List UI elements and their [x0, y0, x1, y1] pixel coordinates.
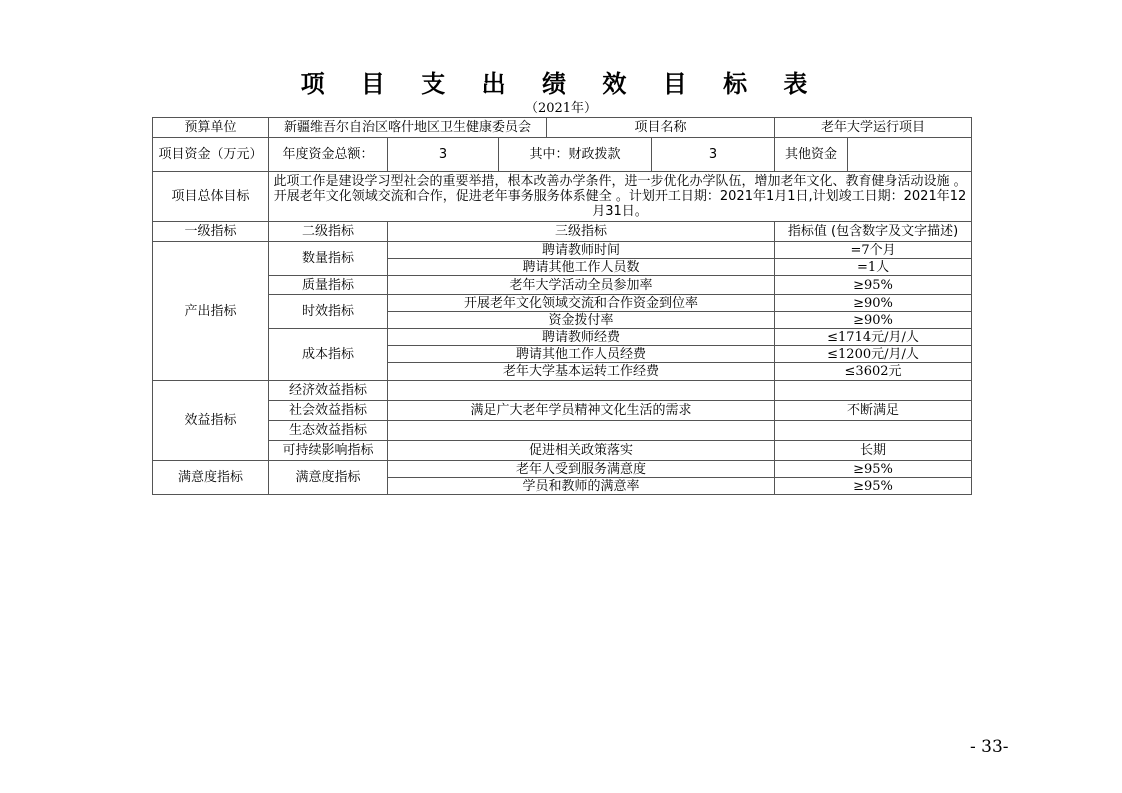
indicator-value: [775, 381, 972, 401]
satisfaction-sub-label: 满意度指标: [269, 461, 388, 495]
social-benefit-label: 社会效益指标: [269, 401, 388, 421]
budget-unit-label: 预算单位: [153, 118, 269, 138]
col-level2-header: 二级指标: [269, 222, 388, 242]
table-row: [153, 381, 972, 401]
overall-goal-label: 项目总体目标: [153, 172, 269, 222]
document-year: （2021年）: [524, 101, 598, 116]
col-level1-header: 一级指标: [153, 222, 269, 242]
table-row: [153, 329, 972, 346]
table-row: [153, 421, 972, 441]
indicator-value: ≥95%: [775, 276, 972, 295]
project-name-value: 老年大学运行项目: [775, 118, 972, 138]
indicator-name: 老年大学基本运转工作经费: [388, 363, 775, 381]
project-name-label: 项目名称: [547, 118, 775, 138]
output-indicator-label: 产出指标: [153, 242, 269, 381]
indicator-value: ≥90%: [775, 295, 972, 312]
timeliness-indicator-label: 时效指标: [269, 295, 388, 329]
indicator-value: 不断满足: [775, 401, 972, 421]
cost-indicator-label: 成本指标: [269, 329, 388, 381]
indicator-name: 满足广大老年学员精神文化生活的需求: [388, 401, 775, 421]
budget-unit-value: 新疆维吾尔自治区喀什地区卫生健康委员会: [269, 118, 547, 138]
sustainable-impact-label: 可持续影响指标: [269, 441, 388, 461]
other-funds-label: 其他资金: [775, 138, 848, 172]
table-row: [153, 401, 972, 421]
overall-goal-row: [153, 172, 972, 222]
indicator-name: 资金拨付率: [388, 312, 775, 329]
table-row: [153, 295, 972, 312]
overall-goal-text: 此项工作是建设学习型社会的重要举措，根本改善办学条件，进一步优化办学队伍，增加老年文化、教育健身活动设施 。开展老年文化领域交流和合作，促进老年事务服务体系健全 。计划开工日期：2021年1月1日,计划竣工日期：2021年12月31日。: [269, 172, 972, 222]
indicator-name: 促进相关政策落实: [388, 441, 775, 461]
project-fund-label: 项目资金（万元）: [153, 138, 269, 172]
annual-total-value: 3: [388, 138, 499, 172]
budget-unit-row: [153, 118, 972, 138]
indicator-value: =7个月: [775, 242, 972, 259]
indicator-name: 聘请其他工作人员经费: [388, 346, 775, 363]
quantity-indicator-label: 数量指标: [269, 242, 388, 276]
quality-indicator-label: 质量指标: [269, 276, 388, 295]
indicator-name: 聘请其他工作人员数: [388, 259, 775, 276]
indicator-name: 学员和教师的满意率: [388, 478, 775, 495]
indicator-value: ≥90%: [775, 312, 972, 329]
indicator-value: =1人: [775, 259, 972, 276]
indicator-name: 聘请教师经费: [388, 329, 775, 346]
indicator-name: [388, 421, 775, 441]
funding-row: [153, 138, 972, 172]
table-row: [153, 242, 972, 259]
indicator-value: ≤3602元: [775, 363, 972, 381]
annual-total-label: 年度资金总额：: [269, 138, 388, 172]
table-row: [153, 441, 972, 461]
column-header-row: [153, 222, 972, 242]
indicator-value: [775, 421, 972, 441]
fiscal-allocation-value: 3: [652, 138, 775, 172]
other-funds-value: [848, 138, 972, 172]
satisfaction-indicator-label: 满意度指标: [153, 461, 269, 495]
document-title: 项 目 支 出 绩 效 目 标 表: [300, 70, 822, 98]
benefit-indicator-label: 效益指标: [153, 381, 269, 461]
indicator-value: ≥95%: [775, 461, 972, 478]
indicator-name: [388, 381, 775, 401]
economic-benefit-label: 经济效益指标: [269, 381, 388, 401]
indicator-value: ≤1714元/月/人: [775, 329, 972, 346]
ecological-benefit-label: 生态效益指标: [269, 421, 388, 441]
page-number: - 33-: [970, 737, 1009, 757]
fiscal-allocation-label: 其中：财政拨款: [499, 138, 652, 172]
col-value-header: 指标值 (包含数字及文字描述): [775, 222, 972, 242]
indicator-name: 老年人受到服务满意度: [388, 461, 775, 478]
performance-target-table: [152, 117, 972, 495]
indicator-name: 老年大学活动全员参加率: [388, 276, 775, 295]
col-level3-header: 三级指标: [388, 222, 775, 242]
table-row: [153, 461, 972, 478]
indicator-name: 开展老年文化领域交流和合作资金到位率: [388, 295, 775, 312]
table-row: [153, 276, 972, 295]
indicator-value: ≤1200元/月/人: [775, 346, 972, 363]
indicator-name: 聘请教师时间: [388, 242, 775, 259]
indicator-value: 长期: [775, 441, 972, 461]
indicator-value: ≥95%: [775, 478, 972, 495]
